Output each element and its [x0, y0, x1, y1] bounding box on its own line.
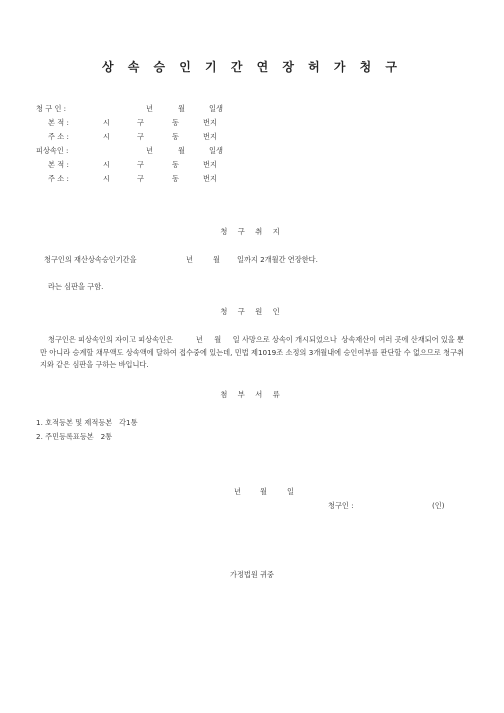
applicant-address-dong: 동 — [172, 132, 179, 141]
cause-text: 청구인은 피상속인의 자이고 피상속인은 년 월 일 사망으로 상속이 개시되었으나 상속재산이 여러 곳에 산재되어 있을 뿐만 아니라 승계할 채무액도 상속액에 달하여 접수중에 있는데, 민법 제1019조 소정의 3개월내에 승인여부를 판단할 수 없으므로 청구취지와 같은 심판을 구하는 바입니다. — [40, 335, 464, 369]
decedent-address-dong: 동 — [172, 174, 179, 183]
decedent-address-bunji: 번지 — [203, 174, 217, 183]
applicant-address-bunji: 번지 — [203, 132, 217, 141]
decedent-birth-month: 월 — [178, 146, 185, 155]
decedent-honjeok-bunji: 번지 — [203, 160, 217, 169]
purpose-line2: 라는 심판을 구함. — [48, 282, 104, 291]
applicant-birth-year: 년 — [146, 104, 153, 113]
applicant-honjeok-dong: 동 — [172, 118, 179, 127]
applicant-address-si: 시 — [103, 132, 110, 141]
signature-seal: (인) — [432, 501, 445, 510]
purpose-line1-month: 월 — [213, 255, 220, 264]
applicant-honjeok-bunji: 번지 — [203, 118, 217, 127]
decedent-address-si: 시 — [103, 174, 110, 183]
applicant-label: 청 구 인 : — [36, 104, 67, 113]
signature-day: 일 — [287, 487, 294, 496]
decedent-honjeok-si: 시 — [103, 160, 110, 169]
applicant-address-label: 주 소 : — [48, 132, 69, 141]
court-addressee: 가정법원 귀중 — [230, 570, 274, 579]
decedent-address-label: 주 소 : — [48, 174, 69, 183]
purpose-line1-text: 청구인의 재산상속승인기간을 — [44, 255, 137, 264]
signature-month: 월 — [260, 487, 267, 496]
applicant-birth-month: 월 — [178, 104, 185, 113]
applicant-honjeok-label: 본 적 : — [48, 118, 69, 127]
decedent-birth-day: 일생 — [209, 146, 223, 155]
attachment-item-2: 2. 주민등록표등본 2통 — [36, 432, 113, 441]
applicant-honjeok-si: 시 — [103, 118, 110, 127]
signature-applicant-label: 청구인 : — [328, 501, 354, 510]
signature-year: 년 — [234, 487, 241, 496]
cause-heading: 청 구 원 인 — [220, 307, 284, 316]
decedent-honjeok-dong: 동 — [172, 160, 179, 169]
purpose-heading: 청 구 취 지 — [220, 227, 284, 236]
applicant-address-gu: 구 — [137, 132, 144, 141]
decedent-birth-year: 년 — [146, 146, 153, 155]
decedent-label: 피상속인 : — [36, 146, 69, 155]
purpose-line1-rest: 일까지 2개월간 연장한다. — [237, 255, 318, 264]
applicant-honjeok-gu: 구 — [137, 118, 144, 127]
purpose-line1-year: 년 — [186, 255, 193, 264]
applicant-birth-day: 일생 — [209, 104, 223, 113]
page-title: 상 속 승 인 기 간 연 장 허 가 청 구 — [101, 60, 403, 74]
decedent-honjeok-gu: 구 — [137, 160, 144, 169]
attachment-item-1: 1. 호적등본 및 제적등본 각1통 — [36, 418, 138, 427]
decedent-address-gu: 구 — [137, 174, 144, 183]
decedent-honjeok-label: 본 적 : — [48, 160, 69, 169]
attachments-heading: 첨 부 서 류 — [220, 390, 284, 399]
